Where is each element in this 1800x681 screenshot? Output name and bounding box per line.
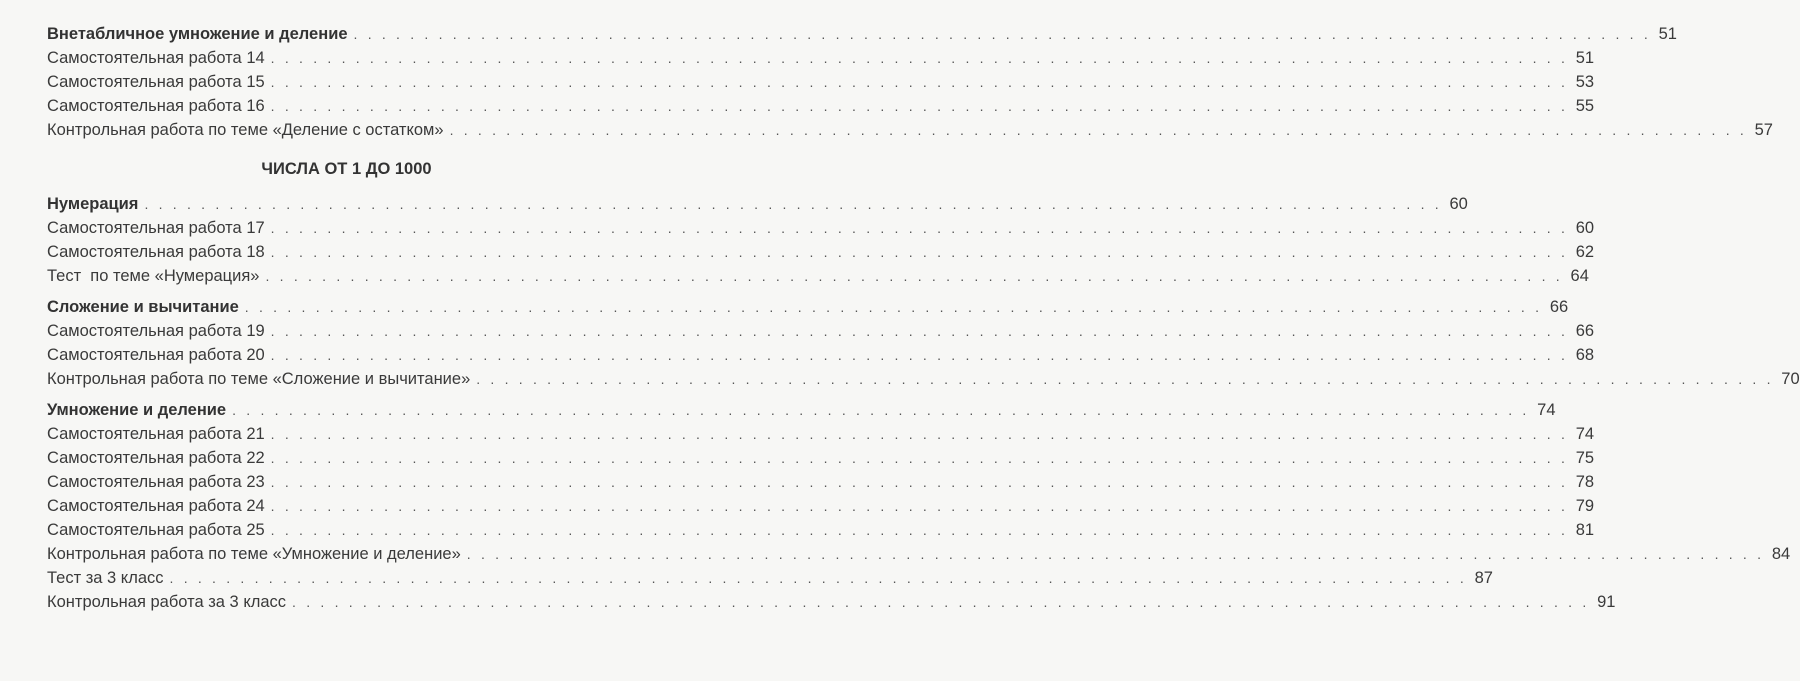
toc-page-number: 81	[1575, 521, 1595, 539]
toc-page-number: 55	[1575, 97, 1595, 115]
section-title: ЧИСЛА ОТ 1 ДО 1000	[261, 160, 432, 178]
toc-item-title: Самостоятельная работа 23	[47, 473, 265, 491]
dot-leader: . . . . . . . . . . . . . . . . . . . . . . . . . . . . . . . . . . . . . . . . . . . . . . . . . . . . . . . . . . . . . . . . . . . . . . . . . . . . . . . . . . . . . . . . . . . .	[270, 450, 1569, 466]
toc-page-number: 84	[1771, 545, 1791, 563]
toc-item-title: Самостоятельная работа 15	[47, 73, 265, 91]
toc-page-number: 66	[1575, 322, 1595, 340]
toc-row	[47, 518, 1595, 542]
toc-row	[47, 470, 1595, 494]
toc-page-number: 64	[1570, 267, 1589, 285]
toc-item-title: Самостоятельная работа 21	[47, 425, 265, 443]
toc-item-title: Самостоятельная работа 20	[47, 346, 265, 364]
toc-item-title: Контрольная работа по теме «Деление с остатком»	[47, 121, 444, 139]
toc-page-number: 75	[1575, 449, 1595, 467]
toc-page-number: 70	[1781, 370, 1800, 388]
toc-heading-row	[47, 22, 1677, 46]
toc-page-number: 79	[1575, 497, 1595, 515]
toc-heading-row	[47, 398, 1556, 422]
toc-heading-row	[47, 295, 1569, 319]
toc-heading-title: Сложение и вычитание	[47, 298, 239, 316]
toc-row	[47, 367, 1800, 391]
toc-item-title: Контрольная работа за 3 класс	[47, 593, 287, 611]
toc-row	[47, 343, 1595, 367]
toc-page-number: 51	[1575, 49, 1595, 67]
toc-item-title: Тест за 3 класс	[47, 569, 164, 587]
dot-leader: . . . . . . . . . . . . . . . . . . . . . . . . . . . . . . . . . . . . . . . . . . . . . . . . . . . . . . . . . . . . . . . . . . . . . . . . . . . . . . . . . . . . . . . . . . . .	[270, 220, 1569, 236]
block-gap	[47, 288, 646, 295]
toc-heading-title: Умножение и деление	[47, 401, 227, 419]
toc-page-number: 74	[1575, 425, 1595, 443]
dot-leader: . . . . . . . . . . . . . . . . . . . . . . . . . . . . . . . . . . . . . . . . . . . . . . . . . . . . . . . . . . . . . . . . . . . . . . . . . . . . . . . . . . . . . . . . . . . .	[270, 98, 1569, 114]
dot-leader: . . . . . . . . . . . . . . . . . . . . . . . . . . . . . . . . . . . . . . . . . . . . . . . . . . . . . . . . . . . . . . . . . . . . . . . . . . . . . . . . . . . . . . . . . . . .	[270, 498, 1569, 514]
toc-row	[47, 422, 1595, 446]
toc-item-title: Контрольная работа по теме «Сложение и вычитание»	[47, 370, 471, 388]
toc-heading-row	[47, 192, 1468, 216]
toc-item-title: Самостоятельная работа 25	[47, 521, 265, 539]
dot-leader: . . . . . . . . . . . . . . . . . . . . . . . . . . . . . . . . . . . . . . . . . . . . . . . . . . . . . . . . . . . . . . . . . . . . . . . . . . . . . . . . . . . . . . . . . . . .	[232, 402, 1530, 418]
toc-item-title: Самостоятельная работа 19	[47, 322, 265, 340]
toc-item-title: Самостоятельная работа 18	[47, 243, 265, 261]
toc-row	[47, 319, 1595, 343]
toc-page-number: 60	[1449, 195, 1468, 213]
toc-page-number: 68	[1575, 346, 1595, 364]
toc-row	[47, 566, 1493, 590]
dot-leader: . . . . . . . . . . . . . . . . . . . . . . . . . . . . . . . . . . . . . . . . . . . . . . . . . . . . . . . . . . . . . . . . . . . . . . . . . . . . . . . . . . . . . . . . . . . .	[270, 323, 1569, 339]
toc-item-title: Самостоятельная работа 17	[47, 219, 265, 237]
dot-leader: . . . . . . . . . . . . . . . . . . . . . . . . . . . . . . . . . . . . . . . . . . . . . . . . . . . . . . . . . . . . . . . . . . . . . . . . . . . . . . . . . . . . . . . . . . . .	[270, 244, 1569, 260]
toc-page-number: 51	[1658, 25, 1677, 43]
toc-page-number: 74	[1537, 401, 1556, 419]
toc-item-title: Контрольная работа по теме «Умножение и деление»	[47, 545, 461, 563]
toc-item-title: Самостоятельная работа 16	[47, 97, 265, 115]
dot-leader: . . . . . . . . . . . . . . . . . . . . . . . . . . . . . . . . . . . . . . . . . . . . . . . . . . . . . . . . . . . . . . . . . . . . . . . . . . . . . . . . . . . . . . . . . . . .	[353, 26, 1651, 42]
dot-leader: . . . . . . . . . . . . . . . . . . . . . . . . . . . . . . . . . . . . . . . . . . . . . . . . . . . . . . . . . . . . . . . . . . . . . . . . . . . . . . . . . . . . . . . . . . . .	[270, 50, 1569, 66]
toc-page-number: 87	[1474, 569, 1493, 587]
toc-row	[47, 70, 1595, 94]
toc-page-number: 66	[1549, 298, 1569, 316]
dot-leader: . . . . . . . . . . . . . . . . . . . . . . . . . . . . . . . . . . . . . . . . . . . . . . . . . . . . . . . . . . . . . . . . . . . . . . . . . . . . . . . . . . . . . . . . . . . .	[270, 74, 1569, 90]
toc-row	[47, 446, 1595, 470]
toc-page-number: 57	[1754, 121, 1773, 139]
toc-heading-title: Нумерация	[47, 195, 139, 213]
toc-page-number: 60	[1575, 219, 1595, 237]
dot-leader: . . . . . . . . . . . . . . . . . . . . . . . . . . . . . . . . . . . . . . . . . . . . . . . . . . . . . . . . . . . . . . . . . . . . . . . . . . . . . . . . . . . . . . . . . . . .	[270, 474, 1569, 490]
toc-page-number: 78	[1575, 473, 1595, 491]
dot-leader: . . . . . . . . . . . . . . . . . . . . . . . . . . . . . . . . . . . . . . . . . . . . . . . . . . . . . . . . . . . . . . . . . . . . . . . . . . . . . . . . . . . . . . . . . . . .	[292, 594, 1590, 610]
toc-item-title: Тест по теме «Нумерация»	[47, 267, 260, 285]
toc-page-number: 62	[1575, 243, 1595, 261]
dot-leader: . . . . . . . . . . . . . . . . . . . . . . . . . . . . . . . . . . . . . . . . . . . . . . . . . . . . . . . . . . . . . . . . . . . . . . . . . . . . . . . . . . . . . . . . . . . .	[244, 299, 1543, 315]
dot-leader: . . . . . . . . . . . . . . . . . . . . . . . . . . . . . . . . . . . . . . . . . . . . . . . . . . . . . . . . . . . . . . . . . . . . . . . . . . . . . . . . . . . . . . . . . . . .	[169, 570, 1467, 586]
dot-leader: . . . . . . . . . . . . . . . . . . . . . . . . . . . . . . . . . . . . . . . . . . . . . . . . . . . . . . . . . . . . . . . . . . . . . . . . . . . . . . . . . . . . . . . . . . . .	[270, 426, 1569, 442]
dot-leader: . . . . . . . . . . . . . . . . . . . . . . . . . . . . . . . . . . . . . . . . . . . . . . . . . . . . . . . . . . . . . . . . . . . . . . . . . . . . . . . . . . . . . . . . . . . .	[466, 546, 1765, 562]
dot-leader: . . . . . . . . . . . . . . . . . . . . . . . . . . . . . . . . . . . . . . . . . . . . . . . . . . . . . . . . . . . . . . . . . . . . . . . . . . . . . . . . . . . . . . . . . . . .	[144, 196, 1442, 212]
dot-leader: . . . . . . . . . . . . . . . . . . . . . . . . . . . . . . . . . . . . . . . . . . . . . . . . . . . . . . . . . . . . . . . . . . . . . . . . . . . . . . . . . . . . . . . . . . . .	[270, 347, 1569, 363]
dot-leader: . . . . . . . . . . . . . . . . . . . . . . . . . . . . . . . . . . . . . . . . . . . . . . . . . . . . . . . . . . . . . . . . . . . . . . . . . . . . . . . . . . . . . . . . . . . .	[265, 268, 1563, 284]
toc-page-number: 53	[1575, 73, 1595, 91]
dot-leader: . . . . . . . . . . . . . . . . . . . . . . . . . . . . . . . . . . . . . . . . . . . . . . . . . . . . . . . . . . . . . . . . . . . . . . . . . . . . . . . . . . . . . . . . . . . .	[449, 122, 1747, 138]
toc-row	[47, 590, 1616, 614]
toc-heading-title: Внетабличное умножение и деление	[47, 25, 348, 43]
toc-row	[47, 240, 1595, 264]
toc-row	[47, 494, 1595, 518]
dot-leader: . . . . . . . . . . . . . . . . . . . . . . . . . . . . . . . . . . . . . . . . . . . . . . . . . . . . . . . . . . . . . . . . . . . . . . . . . . . . . . . . . . . . . . . . . . . .	[476, 371, 1774, 387]
toc-row	[47, 118, 1773, 142]
toc-page-number: 91	[1597, 593, 1616, 611]
block-gap	[47, 391, 646, 398]
table-of-contents	[47, 22, 1800, 614]
toc-row	[47, 46, 1595, 70]
toc-item-title: Самостоятельная работа 24	[47, 497, 265, 515]
toc-row	[47, 542, 1791, 566]
toc-row	[47, 94, 1595, 118]
toc-item-title: Самостоятельная работа 22	[47, 449, 265, 467]
toc-row	[47, 216, 1595, 240]
toc-item-title: Самостоятельная работа 14	[47, 49, 265, 67]
dot-leader: . . . . . . . . . . . . . . . . . . . . . . . . . . . . . . . . . . . . . . . . . . . . . . . . . . . . . . . . . . . . . . . . . . . . . . . . . . . . . . . . . . . . . . . . . . . .	[270, 522, 1569, 538]
toc-row	[47, 264, 1589, 288]
